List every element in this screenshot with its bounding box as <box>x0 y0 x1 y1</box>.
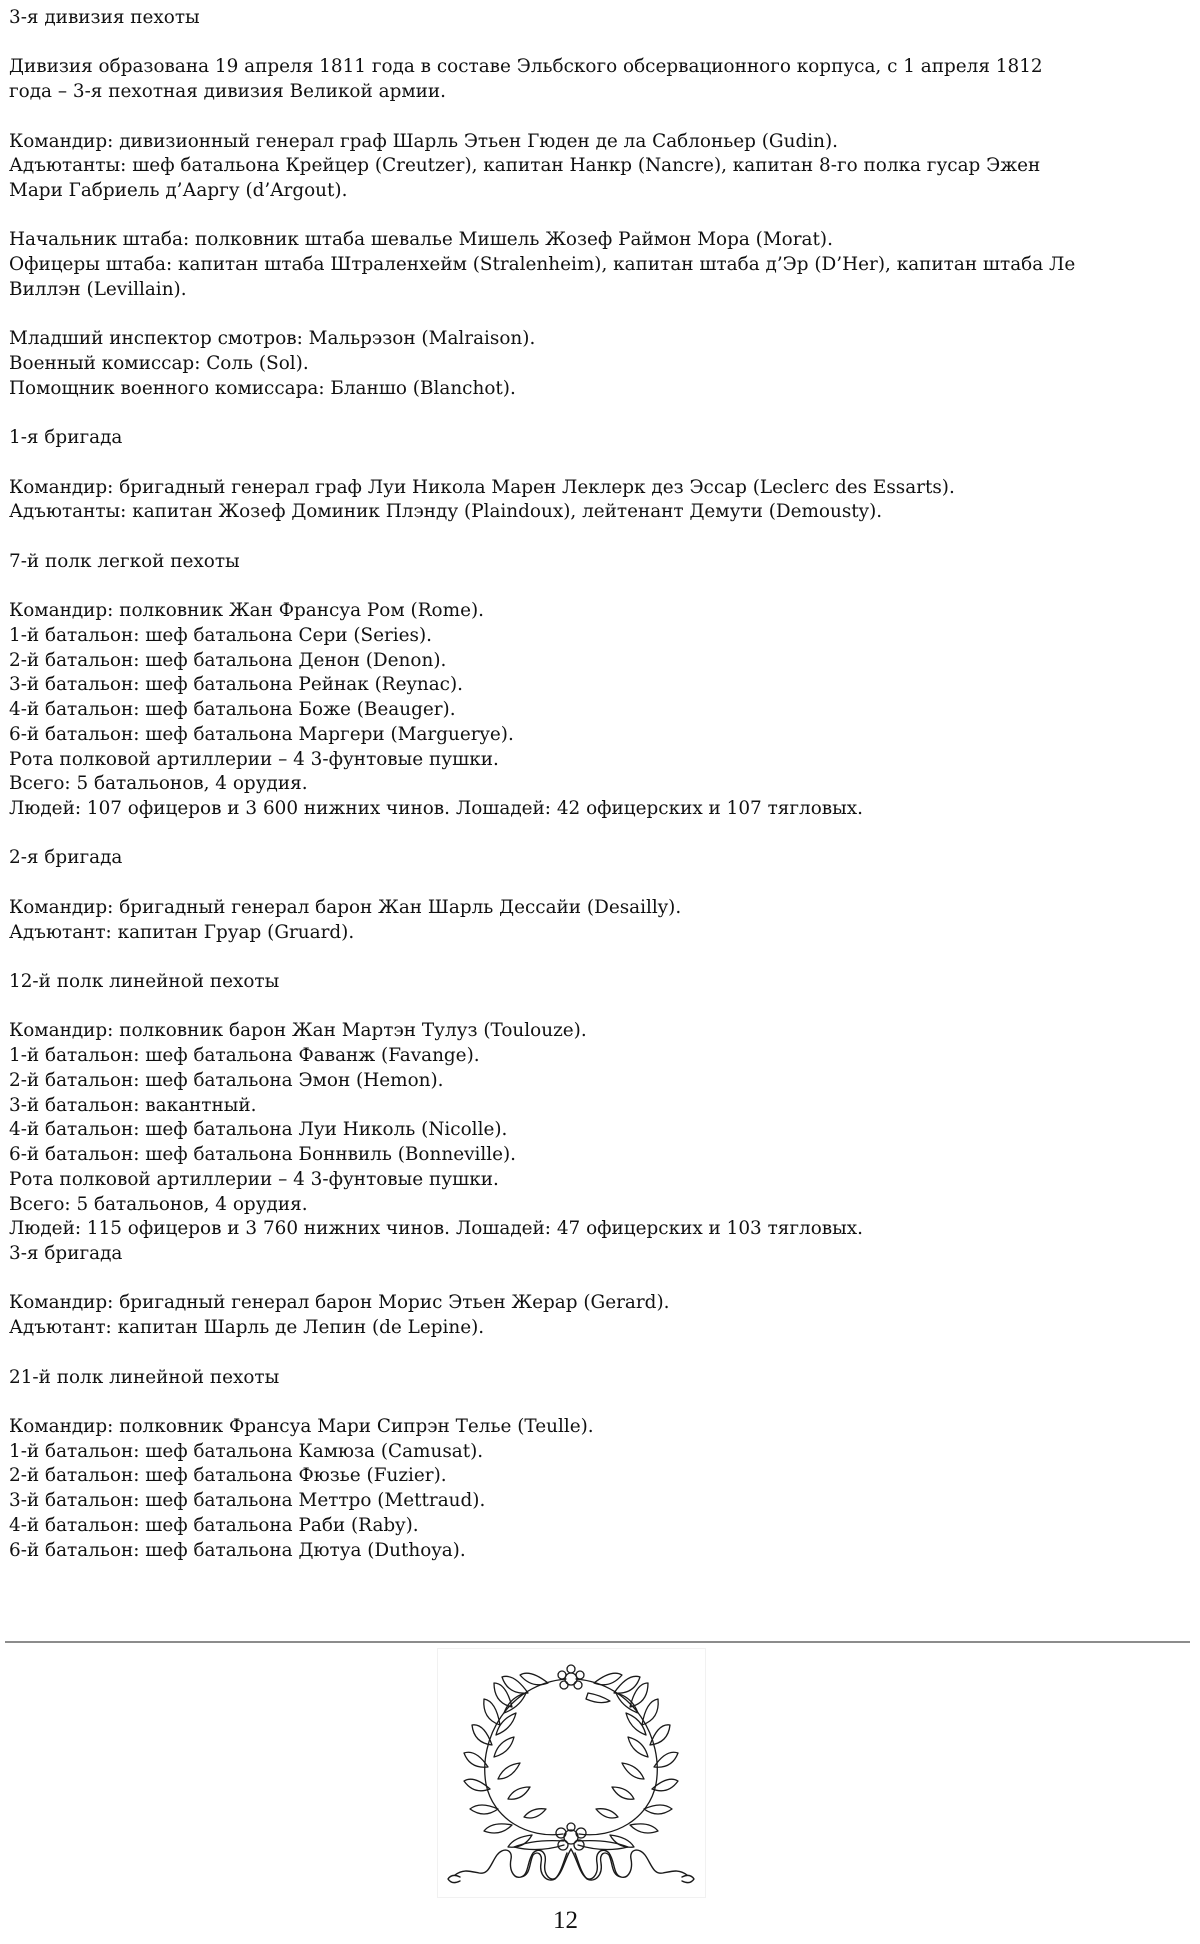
text-line: Помощник военного комиссара: Бланшо (Blanchot). <box>9 377 516 399</box>
text-line: 3-й батальон: вакантный. <box>9 1094 257 1116</box>
text-line: 1-й батальон: шеф батальона Камюза (Camusat). <box>9 1440 484 1462</box>
text-line: Военный комиссар: Соль (Sol). <box>9 353 309 375</box>
blank-line <box>9 871 1075 896</box>
laurel-wreath-drawing <box>438 1649 705 1897</box>
text-line: 2-й батальон: шеф батальона Эмон (Hemon). <box>9 1069 444 1091</box>
text-line: 7-й полк легкой пехоты <box>9 550 240 572</box>
blank-line <box>9 1267 1075 1292</box>
text-line: Адъютант: капитан Груар (Gruard). <box>9 921 355 943</box>
text-line: 1-й батальон: шеф батальона Сери (Series). <box>9 624 432 646</box>
text-line: 3-й батальон: шеф батальона Рейнак (Reynac). <box>9 674 463 696</box>
blank-line <box>9 945 1075 970</box>
text-line: 1-я бригада <box>9 427 123 449</box>
left-leaves <box>464 1673 548 1847</box>
blank-line <box>9 451 1075 476</box>
text-line: Людей: 107 офицеров и 3 600 нижних чинов. Лошадей: 42 офицерских и 107 тягловых. <box>9 798 863 819</box>
blank-line <box>9 822 1075 847</box>
text-line: 6-й батальон: шеф батальона Дютуа (Duthoya). <box>9 1539 466 1561</box>
text-line: Всего: 5 батальонов, 4 орудия. <box>9 773 308 795</box>
document-body <box>9 6 1075 1563</box>
blank-line <box>9 303 1075 328</box>
text-line: Адъютант: капитан Шарль де Лепин (de Lepine). <box>9 1317 485 1339</box>
text-line: Командир: бригадный генерал граф Луи Никола Марен Леклерк дез Эссар (Leclerc des Essarts). <box>9 476 955 498</box>
blank-line <box>9 204 1075 229</box>
text-line: 4-й батальон: шеф батальона Луи Николь (Nicolle). <box>9 1119 508 1141</box>
text-line: 3-я дивизия пехоты <box>9 7 200 28</box>
text-line: Офицеры штаба: капитан штаба Штраленхейм (Stralenheim), капитан штаба д’Эр (D’Her), капитан штаба Ле <box>9 254 1076 276</box>
text-line: Командир: бригадный генерал барон Жан Шарль Дессайи (Desailly). <box>9 896 682 918</box>
blank-line <box>9 31 1075 56</box>
text-line: Рота полковой артиллерии – 4 3-фунтовые пушки. <box>9 1168 499 1190</box>
text-line: Командир: бригадный генерал барон Морис Этьен Жерар (Gerard). <box>9 1292 670 1314</box>
text-line: 2-я бригада <box>9 847 123 869</box>
text-line: 6-й батальон: шеф батальона Маргери (Marguerye). <box>9 723 514 745</box>
blank-line <box>9 575 1075 600</box>
blank-line <box>9 105 1075 130</box>
text-line: 4-й батальон: шеф батальона Раби (Raby). <box>9 1514 419 1536</box>
text-line: Командир: полковник Франсуа Мари Сипрэн Телье (Teulle). <box>9 1415 594 1437</box>
text-line: 3-я бригада <box>9 1242 123 1264</box>
text-line: Адъютанты: шеф батальона Крейцер (Creutzer), капитан Нанкр (Nancre), капитан 8-го полка гусар Эжен <box>9 155 1041 177</box>
text-line: 3-й батальон: шеф батальона Меттро (Mettraud). <box>9 1490 486 1512</box>
text-line: 2-й батальон: шеф батальона Фюзье (Fuzier). <box>9 1465 447 1487</box>
footer-divider <box>5 1641 1190 1643</box>
laurel-wreath-icon <box>438 1649 705 1897</box>
text-line: Рота полковой артиллерии – 4 3-фунтовые пушки. <box>9 748 499 770</box>
text-line: 1-й батальон: шеф батальона Фаванж (Favange). <box>9 1045 480 1067</box>
blank-line <box>9 525 1075 550</box>
blank-line <box>9 1341 1075 1366</box>
text-line: Командир: полковник Жан Франсуа Ром (Rome). <box>9 600 484 622</box>
text-line: Младший инспектор смотров: Мальрэзон (Malraison). <box>9 328 536 350</box>
text-line: Начальник штаба: полковник штаба шевалье Мишель Жозеф Раймон Мора (Morat). <box>9 229 833 251</box>
text-line: Виллэн (Levillain). <box>9 278 187 300</box>
text-line: Людей: 115 офицеров и 3 760 нижних чинов. Лошадей: 47 офицерских и 103 тягловых. <box>9 1218 863 1240</box>
page-number: 12 <box>553 1907 578 1934</box>
text-line: 4-й батальон: шеф батальона Боже (Beauger). <box>9 699 456 721</box>
text-line: Командир: полковник барон Жан Мартэн Тулуз (Toulouze). <box>9 1020 587 1042</box>
blank-line <box>9 995 1075 1020</box>
text-line: года – 3-я пехотная дивизия Великой армии. <box>9 81 447 103</box>
text-line: 21-й полк линейной пехоты <box>9 1366 280 1388</box>
blank-line <box>9 1390 1075 1415</box>
text-line: 12-й полк линейной пехоты <box>9 971 280 993</box>
text-line: Всего: 5 батальонов, 4 орудия. <box>9 1193 308 1215</box>
text-line: Адъютанты: капитан Жозеф Доминик Плэнду (Plaindoux), лейтенант Демути (Demousty). <box>9 501 883 523</box>
top-rosette <box>558 1665 584 1689</box>
wreath-stem-left <box>485 1679 566 1835</box>
text-line: Дивизия образована 19 апреля 1811 года в составе Эльбского обсервационного корпуса, с 1 апреля 1812 <box>9 56 1043 78</box>
text-line: 2-й батальон: шеф батальона Денон (Denon). <box>9 649 447 671</box>
text-line: Командир: дивизионный генерал граф Шарль Этьен Гюден де ла Саблоньер (Gudin). <box>9 130 838 152</box>
text-line: 6-й батальон: шеф батальона Боннвиль (Bonneville). <box>9 1144 517 1166</box>
wreath-stem-right <box>576 1679 657 1835</box>
blank-line <box>9 402 1075 427</box>
text-line: Мари Габриель д’Ааргу (d’Argout). <box>9 180 348 202</box>
ribbon <box>448 1849 694 1883</box>
